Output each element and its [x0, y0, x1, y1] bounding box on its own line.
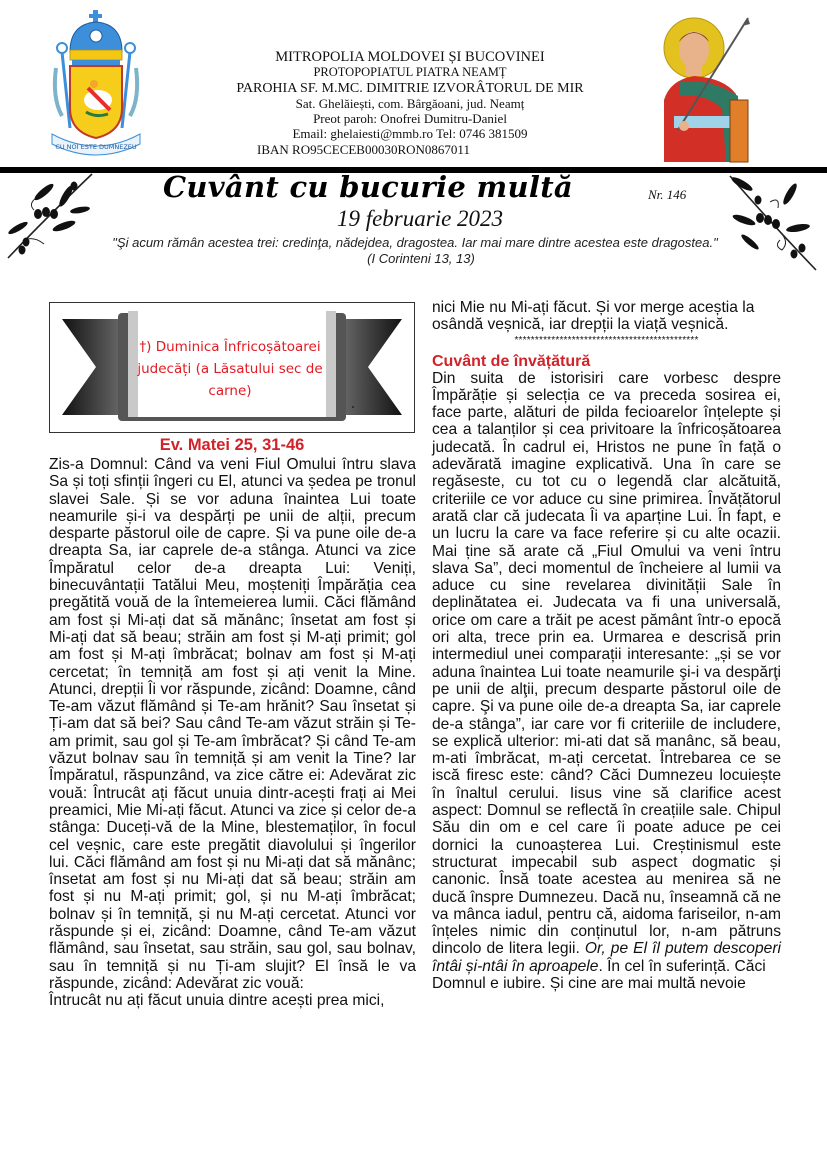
gospel-text-column	[49, 456, 416, 1010]
gospel-text: Zis-a Domnul: Când va veni Fiul Omului întru slava Sa și toți sfinții îngeri cu El, atunci va ședea pe tronul slavei Sale. Și se vor aduna înaintea Lui toate neamurile și-i va despărți pe unii de alții, precum desparte păstorul oile de capre. Și va pune oile de-a dreapta Sa, iar caprele de-a stânga. Atunci va zice Împăratul celor de-a dreapta Lui: Veniți, binecuvântații Tatălui Meu, moșteniți Împărăția cea pregătită vouă de la întemeierea lumii. Căci flămând am fost și Mi-ați dat să mănânc; însetat am fost și Mi-ați dat să beau; străin am fost și M-ați primit; gol am fost și M-ați îmbrăcat; bolnav am fost și M-ați cercetat; în temniță am fost și ați venit la Mine. Atunci, drepții Îi vor răspunde, zicând: Doamne, când Te-am văzut flămând și Te-am hrănit? Sau însetat și Ți-am dat să bei? Sau când Te-am văzut străin și Te-am primit, sau gol și Te-am îmbrăcat? Și când Te-am văzut bolnav sau în temniță și am venit la Tine? Iar Împăratul, răspunzând, va zice către ei: Adevărat zic vouă: Întrucât ați făcut unuia dintr-acești frați ai Mei preamici, Mie Mi-ați făcut. Atunci va zice și celor de-a stânga: Duceți-vă de la Mine, blestemaților, în focul cel veșnic, care este pregătit diavolului și îngerilor lui. Căci flămând am fost și nu Mi-ați dat să mănânc; însetat am fost și nu Mi-ați dat să beau; străin am fost și nu M-ați primit; gol, și nu M-ați îmbrăcat; bolnav și în temniță, și nu M-ați cercetat. Atunci vor răspunde și ei, zicând: Doamne, când Te-am văzut flămând, sau însetat, sau străin, sau gol, sau bolnav, sau în temniță și nu Ți-am slujit? El însă le va răspunde, zicând: Adevărat zic vouă:	[49, 456, 416, 992]
motto-reference: (I Corinteni 13, 13)	[367, 251, 475, 266]
teaching-body	[432, 370, 781, 975]
separator-stars: *********************************************	[514, 334, 699, 346]
newsletter-title: Cuvânt cu bucurie multă	[162, 170, 574, 204]
issue-date: 19 februarie 2023	[336, 206, 504, 231]
svg-text:CU NOI ESTE DUMNEZEU: CU NOI ESTE DUMNEZEU	[55, 143, 137, 151]
gospel-text-continued: nici Mie nu Mi-ați făcut. Și vor merge aceștia la osândă veșnică, iar drepții la viață veșnică.	[432, 299, 755, 334]
sunday-title: †) Duminica Înfricoșătoarei judecăți (a Lăsatului sec de carne)	[137, 339, 323, 399]
contact-info: Email: ghelaiesti@mmb.ro Tel: 0746 381509	[292, 126, 528, 142]
metropolis-crest-logo	[48, 8, 144, 160]
saint-dimitrie-icon	[650, 12, 758, 164]
parish-priest: Preot paroh: Onofrei Dumitru-Daniel	[313, 111, 507, 127]
issue-number: Nr. 146	[648, 187, 687, 202]
teaching-body-text: Din suita de istorisiri care vorbesc despre Împărăție și selecția ce va preceda sosirea ei, face parte, alături de pilda fecioarelor înțelepte și cea a talanților și cea privitoare la înfricoșătoarea judecată. În cadrul ei, Hristos ne pune în față o adevărată imagine explicativă. Una în care se regăseste, cu tot cu o legendă clar alcătuită, criteriile ce vor aduce cu sine primirea. Învățătorul arată clar că judecata Îi va aparține Lui. În fapt, e un lucru la care va face referire și cu alte ocazii. Mai ține să arate că „Fiul Omului va veni întru slava Sa”, deci momentul de încheiere al lumii va aduce cu sine revelarea divinității Sale în deplinătatea ei. Judecata va fi una universală, orice om care a trăit pe acest pământ într-o epocă ori alta, trece prin ea. Urmarea e descrisă prin intermediul unei comparații interesante: „și se vor aduna înaintea Lui toate neamurile şi-i va despărţi pe unii de alţii, precum desparte păstorul oile de capre. Şi va pune oile de-a dreapta Sa, iar caprele de-a stânga”, iar care vor fi criteriile de includere, se explică ulterior: mi-ati dat să manânc, să beau, m-ati îmbrăcat, m-ați cercetat. Întrebarea ce se iscă firesc este: când? Căci Dumnezeu locuiește în înaltul cerului. Iisus vine să clarifice acest aspect: Domnul se reflectă în creațiile sale. Chipul Său din om e cel care îi poate aduce pe cei dornici la cunoașterea Lui. Creștinismul este structurat impecabil sub aspect dogmatic și canonic. Însă toate acestea au menirea să ne ducă înspre Dumnezeu. Dacă nu, înseamnă că ne va mânca iadul, pentru că, aidoma fariseilor, n-am înțeles nimic din conținutul lor, n-am pătruns dincolo de litera legii.	[432, 369, 781, 958]
parish-address: Sat. Ghelăiești, com. Bârgăoani, jud. Neamț	[295, 95, 525, 111]
right-column	[432, 299, 781, 992]
olive-branch-left-icon	[4, 170, 96, 260]
teaching-emphasis: Or, pe El îl putem descoperi întâi și-ntâi în aproapele	[432, 940, 781, 975]
metropolis-name: MITROPOLIA MOLDOVEI ȘI BUCOVINEI	[275, 49, 545, 65]
organization-header	[210, 50, 610, 157]
teaching-heading: Cuvânt de învățătură	[432, 352, 591, 370]
teaching-body-continued: . În cel în suferință. Căci	[598, 957, 766, 975]
motto-text: "Şi acum rămân acestea trei: credinţa, nădejdea, dragostea. Iar mai mare dintre acestea este dragostea."	[112, 235, 718, 250]
parish-name: PAROHIA SF. M.MC. DIMITRIE IZVORÂTORUL DE MIR	[236, 80, 584, 96]
teaching-body-last-line: Domnul e iubire. Și cine are mai multă nevoie	[432, 974, 746, 992]
olive-branch-right-icon	[720, 172, 820, 272]
gospel-reference: Ev. Matei 25, 31-46	[159, 436, 305, 454]
motto-quote	[110, 235, 720, 267]
sunday-banner	[49, 302, 415, 433]
deanery-name: PROTOPOPIATUL PIATRA NEAMȚ	[313, 65, 507, 80]
iban: IBAN RO95CECEB00030RON0867011	[257, 141, 470, 157]
gospel-text-last-line: Întrucât nu ați făcut unuia dintre acești prea mici,	[49, 992, 385, 1010]
